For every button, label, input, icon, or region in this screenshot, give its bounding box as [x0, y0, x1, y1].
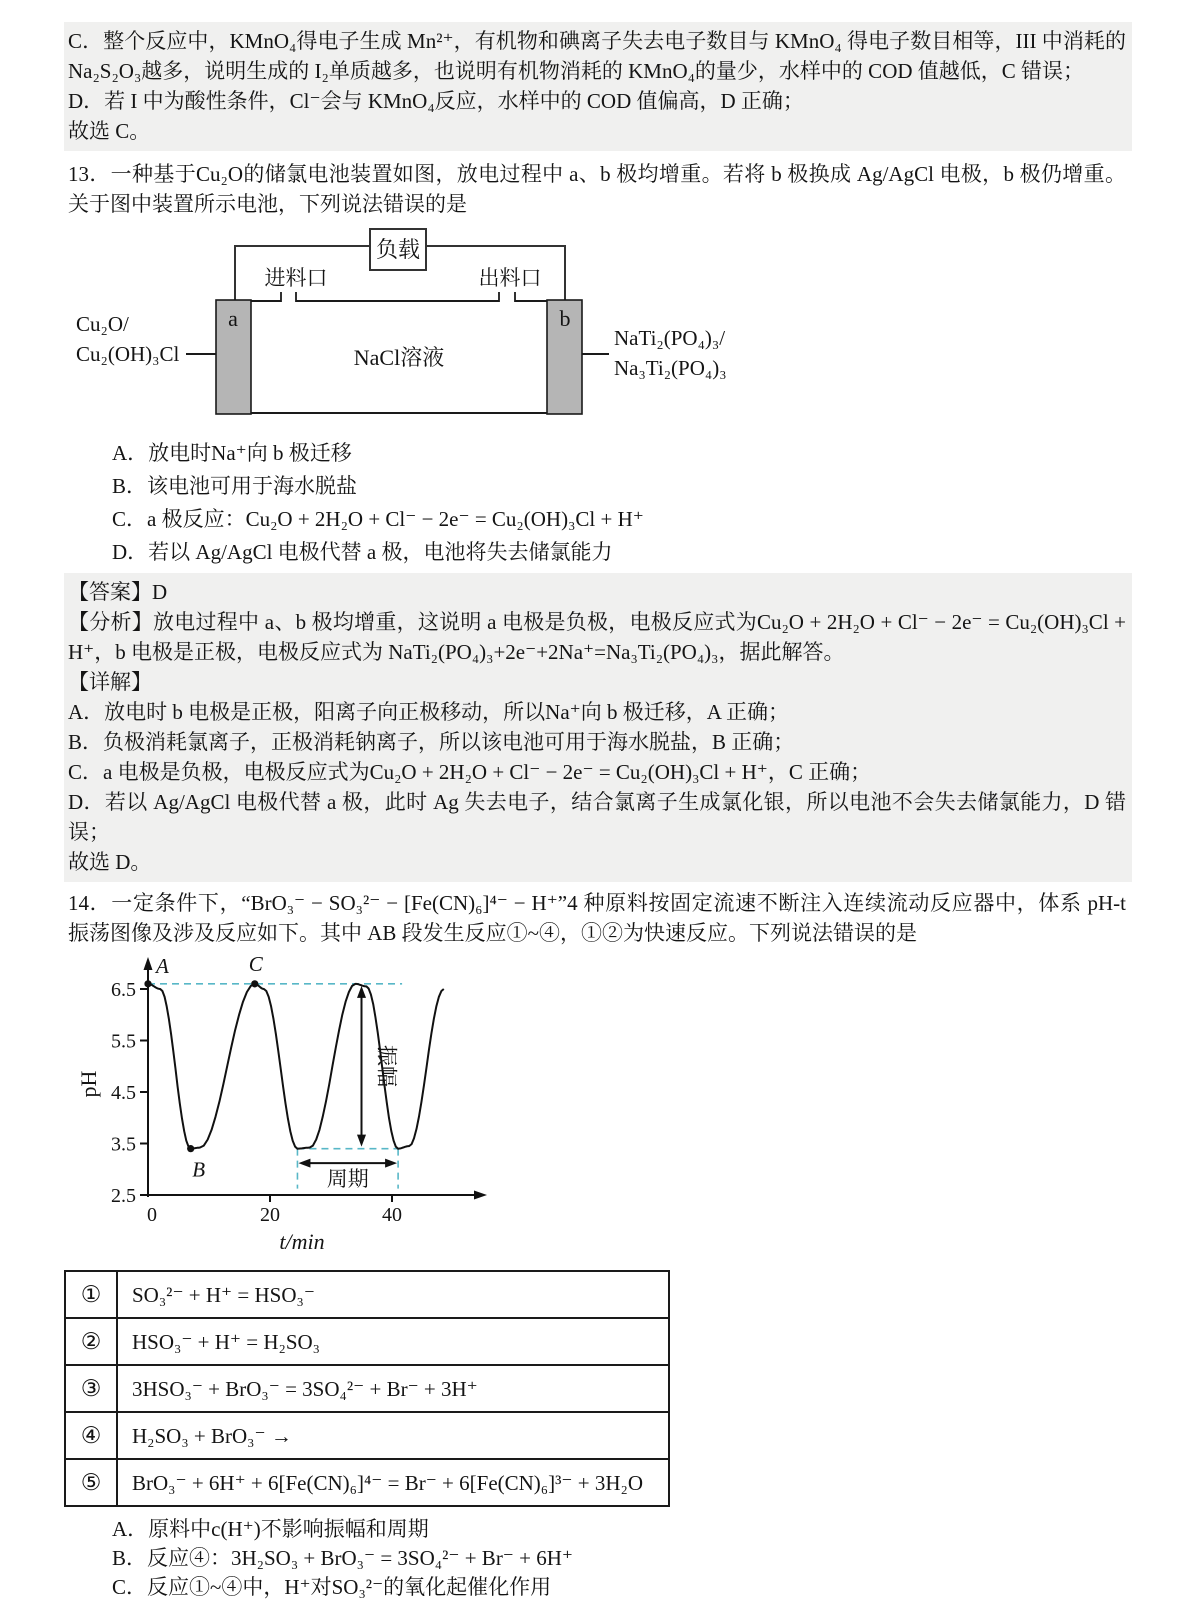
- left-material-line1: Cu₂O/: [76, 312, 129, 336]
- q13-detail-c: C．a 电极是负极，电极反应式为Cu₂O + 2H₂O + Cl⁻ − 2e⁻ = Cu₂(OH)₃Cl + H⁺，C 正确；: [68, 760, 872, 784]
- x-tick-label: 0: [147, 1204, 157, 1226]
- reaction-number: ⑤: [65, 1459, 117, 1506]
- q13-option-d: D．若以 Ag/AgCl 电极代替 a 极，电池将失去储氯能力: [112, 540, 613, 564]
- x-tick-label: 20: [260, 1204, 280, 1226]
- q14-options: [68, 1515, 1126, 1602]
- q13-detail-a: A．放电时 b 电极是正极，阳离子向正极移动，所以Na⁺向 b 极迁移，A 正确；: [68, 700, 789, 724]
- point-label-B: B: [192, 1157, 206, 1182]
- y-axis-arrow: [144, 957, 153, 970]
- ph-chart-svg: [70, 952, 510, 1254]
- period-label: 周期: [326, 1167, 369, 1192]
- reaction-formula: H₂SO₃ + BrO₃⁻ →: [117, 1412, 669, 1459]
- table-row: [65, 1459, 669, 1506]
- x-tick-label: 40: [382, 1204, 402, 1226]
- inlet-gap: [281, 295, 296, 307]
- q14-option-b: B．反应④：3H₂SO₃ + BrO₃⁻ = 3SO₄²⁻ + Br⁻ + 6H⁺: [112, 1546, 573, 1570]
- x-axis-label: t/min: [279, 1229, 325, 1254]
- reaction-formula: 3HSO₃⁻ + BrO₃⁻ = 3SO₄²⁻ + Br⁻ + 3H⁺: [117, 1365, 669, 1412]
- period-arrow-head-right: [385, 1159, 397, 1168]
- left-material-line2: Cu₂(OH)₃Cl: [76, 342, 180, 366]
- point-label-A: A: [156, 953, 169, 978]
- y-tick-label: 3.5: [111, 1133, 136, 1156]
- reaction-number: ③: [65, 1365, 117, 1412]
- q14-option-c: C．反应①~④中，H⁺对SO₃²⁻的氧化起催化作用: [112, 1575, 552, 1599]
- outlet-gap: [499, 295, 515, 307]
- y-tick-label: 5.5: [111, 1030, 136, 1053]
- battery-diagram: [68, 223, 748, 423]
- solution-block-q12: [64, 22, 1132, 151]
- y-axis-label: pH: [76, 1070, 101, 1098]
- battery-diagram-wrap: [68, 223, 1126, 431]
- reaction-formula: HSO₃⁻ + H⁺ = H₂SO₃: [117, 1318, 669, 1365]
- point-C: [251, 980, 258, 987]
- solution-label: NaCl溶液: [353, 345, 445, 370]
- q13-conclusion: 故选 D。: [68, 850, 152, 874]
- q13-option-a: A．放电时Na⁺向 b 极迁移: [112, 441, 352, 465]
- amplitude-label: 振幅: [374, 1045, 399, 1087]
- q13-detail-b: B．负极消耗氯离子，正极消耗钠离子，所以该电池可用于海水脱盐，B 正确；: [68, 730, 795, 754]
- right-material-line2: Na₃Ti₂(PO₄)₃: [614, 356, 727, 380]
- q13-analysis: 【分析】放电过程中 a、b 极均增重，这说明 a 电极是负极，电极反应式为Cu₂O + 2H₂O + Cl⁻ − 2e⁻ = Cu₂(OH)₃Cl + H⁺，b 电极是正极，电极反应式为 NaTi₂(PO₄)₃+2e⁻+2Na⁺=Na₃Ti₂(PO₄)₃，据此解答。: [68, 610, 1126, 664]
- point-B: [187, 1145, 194, 1152]
- inlet-label: 进料口: [264, 266, 328, 290]
- outlet-label: 出料口: [478, 266, 542, 290]
- x-axis-arrow: [474, 1191, 487, 1200]
- reaction-formula: SO₃²⁻ + H⁺ = HSO₃⁻: [117, 1271, 669, 1318]
- right-material-line1: NaTi₂(PO₄)₃/: [614, 326, 726, 350]
- q13-stem: 13．一种基于Cu₂O的储氯电池装置如图，放电过程中 a、b 极均增重。若将 b 极换成 Ag/AgCl 电极，b 极仍增重。关于图中装置所示电池，下列说法错误的是: [68, 162, 1126, 216]
- q14-option-a: A．原料中c(H⁺)不影响振幅和周期: [112, 1517, 429, 1541]
- q13-option-b: B．该电池可用于海水脱盐: [112, 474, 358, 498]
- q12-option-d-analysis: D．若 I 中为酸性条件，Cl⁻会与 KMnO₄反应，水样中的 COD 值偏高，D 正确；: [68, 89, 804, 113]
- table-row: [65, 1271, 669, 1318]
- point-label-C: C: [248, 952, 263, 976]
- q13-options: [68, 437, 1126, 569]
- amplitude-arrow-head-bottom: [357, 1135, 366, 1147]
- q12-conclusion: 故选 C。: [68, 119, 151, 143]
- table-row: [65, 1318, 669, 1365]
- q13-answer: 【答案】D: [68, 580, 168, 604]
- y-tick-label: 6.5: [111, 979, 136, 1001]
- load-label: 负载: [375, 237, 421, 262]
- electrode-a-label: a: [228, 306, 238, 331]
- ph-chart-wrap: [70, 952, 1126, 1262]
- y-tick-label: 2.5: [111, 1185, 136, 1207]
- reaction-number: ②: [65, 1318, 117, 1365]
- y-tick-label: 4.5: [111, 1082, 136, 1104]
- solution-block-q13: [64, 573, 1132, 882]
- table-row: [65, 1365, 669, 1412]
- electrode-b-label: b: [559, 306, 571, 331]
- q13-detail-label: 【详解】: [68, 670, 152, 694]
- q12-option-c-analysis: C．整个反应中，KMnO₄得电子生成 Mn²⁺，有机物和碘离子失去电子数目与 KMnO₄ 得电子数目相等，III 中消耗的 Na₂S₂O₃越多，说明生成的 I₂单质越多，也说明有机物消耗的 KMnO₄的量少，水样中的 COD 值越低，C 错误；: [68, 29, 1126, 83]
- reaction-number: ④: [65, 1412, 117, 1459]
- q13-option-c: C．a 极反应：Cu₂O + 2H₂O + Cl⁻ − 2e⁻ = Cu₂(OH)₃Cl + H⁺: [112, 507, 644, 531]
- point-A: [144, 980, 151, 987]
- reaction-table: [64, 1270, 670, 1507]
- table-row: [65, 1412, 669, 1459]
- period-arrow-head-left: [298, 1159, 310, 1168]
- q14-stem: 14．一定条件下，“BrO₃⁻ − SO₃²⁻ − [Fe(CN)₆]⁴⁻ − H⁺”4 种原料按固定流速不断注入连续流动反应器中，体系 pH-t 振荡图像及涉及反应如下。其中 AB 段发生反应①~④，①②为快速反应。下列说法错误的是: [68, 891, 1126, 945]
- reaction-formula: BrO₃⁻ + 6H⁺ + 6[Fe(CN)₆]⁴⁻ = Br⁻ + 6[Fe(CN)₆]³⁻ + 3H₂O: [117, 1459, 669, 1506]
- q13-detail-d: D．若以 Ag/AgCl 电极代替 a 极，此时 Ag 失去电子，结合氯离子生成氯化银，所以电池不会失去储氯能力，D 错误；: [68, 790, 1126, 844]
- reaction-number: ①: [65, 1271, 117, 1318]
- amplitude-arrow-head-top: [357, 986, 366, 998]
